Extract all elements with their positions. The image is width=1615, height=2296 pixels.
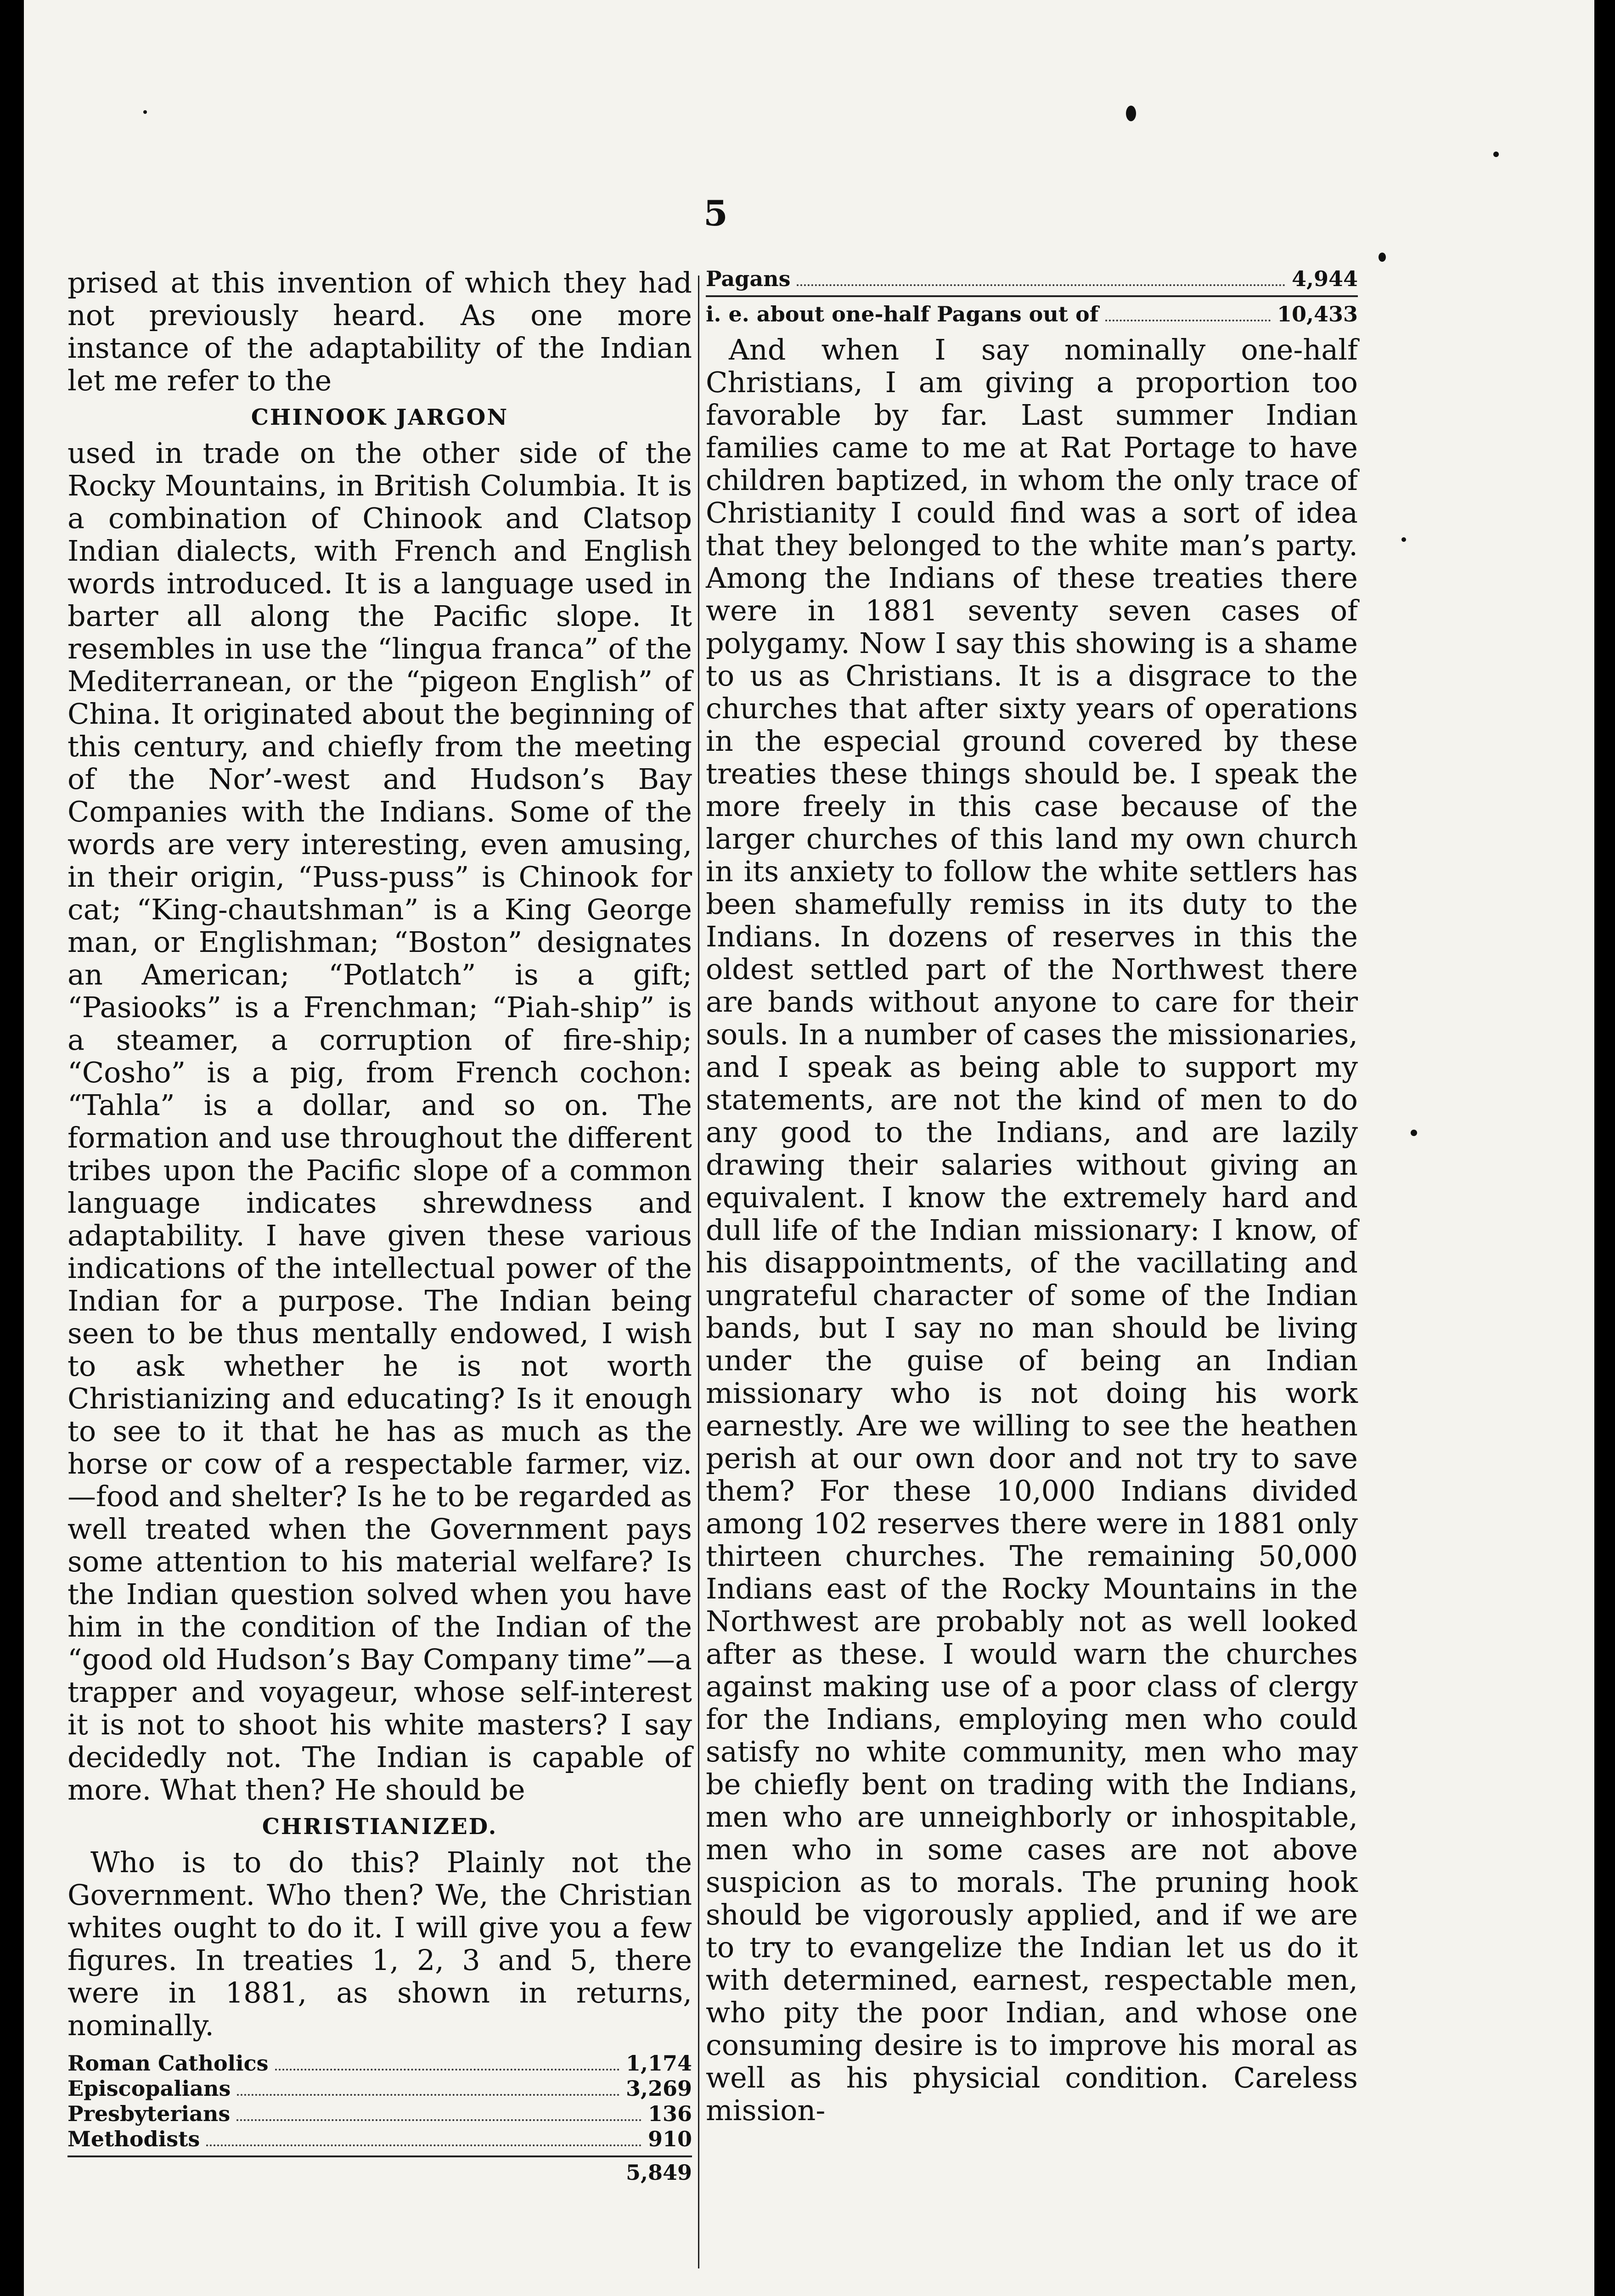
ink-speck <box>1411 1130 1417 1136</box>
column-divider <box>698 276 699 2268</box>
row-label: Episcopalians <box>68 2076 231 2101</box>
ink-speck <box>1379 253 1386 262</box>
row-value: 4,944 <box>1291 266 1358 291</box>
table-row <box>68 2101 692 2127</box>
table-row <box>68 2051 692 2076</box>
right-paragraph-1: And when I say nominally one-half Christians, I am giving a proportion too favorable by far. Last summer Indian families came to me at Rat Portage to have children baptized, in whom the only trace of Christianity I could find was a sort of idea that they belonged to the white man’s party. Among the Indians of these treaties there were in 1881 seventy seven cases of polygamy. Now I say this showing is a shame to us as Christians. It is a disgrace to the churches that after sixty years of operations in the especial ground covered by these treaties these things should be. I speak the more freely in this case because of the larger churches of this land my own church in its anxiety to follow the white settlers has been shamefully remiss in its duty to the Indians. In dozens of reserves in this the oldest settled part of the Northwest there are bands without anyone to care for their souls. In a number of cases the missionaries, and I speak as being able to support my statements, are not the kind of men to do any good to the Indians, and are lazily drawing their salaries without giving an equivalent. I know the extremely hard and dull life of the Indian missionary: I know, of his disappointments, of the vacillating and ungrateful character of some of the Indian bands, but I say no man should be living under the guise of being an Indian missionary who is not doing his work earnestly. Are we willing to see the heathen perish at our own door and not try to save them? For these 10,000 Indians divided among 102 reserves there were in 1881 only thirteen churches. The remaining 50,000 Indians east of the Rocky Mountains in the Northwest are probably not as well looked after as these. I would warn the churches against making use of a poor class of clergy for the Indians, employing men who could satisfy no white community, men who may be chiefly bent on trading with the Indians, men who are unneighborly or inhospitable, men who in some cases are not above suspicion as to morals. The pruning hook should be vigorously applied, and if we are to try to evangelize the Indian let us do it with determined, earnest, respectable men, who pity the poor Indian, and whose one consuming desire is to improve his moral as well as his physicial condition. Careless mission- <box>706 333 1358 2127</box>
table-row <box>68 2076 692 2101</box>
ink-speck <box>1401 537 1406 542</box>
row-value: 136 <box>647 2101 692 2126</box>
table-row <box>706 295 1358 327</box>
row-label: Roman Catholics <box>68 2051 269 2076</box>
pagan-figures <box>706 266 1358 327</box>
dot-leader <box>275 2069 619 2071</box>
left-paragraph-1: prised at this invention of which they had not previously heard. As one more instance of the adaptability of the Indian let me refer to the <box>68 266 692 397</box>
section-heading-christianized: CHRISTIANIZED. <box>262 1814 498 1840</box>
row-label: Presbyterians <box>68 2101 231 2126</box>
row-label: i. e. about one-half Pagans out of <box>706 302 1099 326</box>
table-row <box>68 2127 692 2152</box>
left-column <box>68 266 692 2185</box>
left-paragraph-3: Who is to do this? Plainly not the Government. Who then? We, the Christian whites ought to do it. I will give you a few figures. In treaties 1, 2, 3 and 5, there were in 1881, as shown in returns, nominally. <box>68 1846 692 2042</box>
dot-leader <box>237 2094 619 2096</box>
row-label: Methodists <box>68 2127 200 2151</box>
page-number: 5 <box>703 193 728 234</box>
dot-leader <box>236 2119 641 2121</box>
dot-leader <box>1105 320 1271 321</box>
dot-leader <box>206 2144 641 2146</box>
left-paragraph-2: used in trade on the other side of the Rocky Mountains, in British Columbia. It is a combination of Chinook and Clatsop Indian dialects, with French and English words introduced. It is a language used in barter all along the Pacific slope. It resembles in use the “lingua franca” of the Mediterranean, or the “pigeon English” of China. It originated about the beginning of this century, and chiefly from the meeting of the Nor’-west and Hudson’s Bay Companies with the Indians. Some of the words are very interesting, even amusing, in their origin, “Puss-puss” is Chinook for cat; “King-chautshman” is a King George man, or Englishman; “Boston” designates an American; “Potlatch” is a gift; “Pasiooks” is a Frenchman; “Piah-ship” is a steamer, a corruption of fire-ship; “Cosho” is a pig, from French cochon: “Tahla” is a dollar, and so on. The formation and use throughout the different tribes upon the Pacific slope of a common language indicates shrewdness and adaptability. I have given these various indications of the intellectual power of the Indian for a purpose. The Indian being seen to be thus mentally endowed, I wish to ask whether he is not worth Christianizing and educating? Is it enough to see to it that he has as much as the horse or cow of a respectable farmer, viz.—food and shelter? Is he to be regarded as well treated when the Government pays some attention to his material welfare? Is the Indian question solved when you have him in the condition of the Indian of the “good old Hudson’s Bay Company time”—a trapper and voyageur, whose self-interest it is not to shoot his white masters? I say decidedly not. The Indian is capable of more. What then? He should be <box>68 436 692 1806</box>
ink-speck <box>143 110 147 114</box>
row-value: 1,174 <box>625 2051 692 2076</box>
row-value: 3,269 <box>625 2076 692 2101</box>
dot-leader <box>797 284 1285 286</box>
right-column <box>706 266 1358 2127</box>
denomination-table <box>68 2051 692 2185</box>
total-value: 5,849 <box>625 2160 692 2185</box>
section-heading-chinook-jargon: CHINOOK JARGON <box>251 405 509 430</box>
row-value: 10,433 <box>1277 302 1358 326</box>
ink-speck <box>1493 152 1499 157</box>
ink-speck <box>1126 106 1136 121</box>
row-value: 910 <box>647 2127 692 2151</box>
scanned-page <box>24 0 1594 2296</box>
table-total-row <box>68 2155 692 2185</box>
row-label: Pagans <box>706 266 791 291</box>
table-row <box>706 266 1358 292</box>
